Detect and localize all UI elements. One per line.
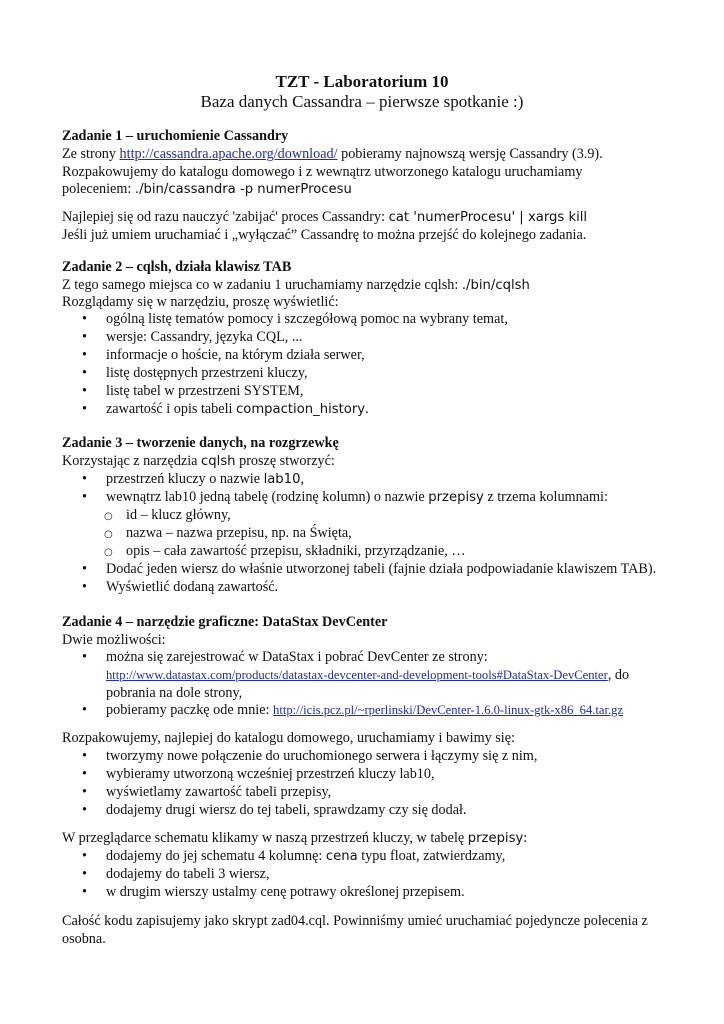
task2-line2: Rozglądamy się w narzędziu, proszę wyświetlić: — [62, 294, 339, 310]
task1-line2: Rozpakowujemy do katalogu domowego i z wewnątrz utworzonego katalogu uruchamiamy — [62, 164, 583, 180]
task3-subitem-1: ○ id – klucz główny, — [104, 507, 231, 523]
task3-line1: Korzystając z narzędzia cqlsh proszę stworzyć: — [62, 453, 335, 469]
task4-step-2: • wybieramy utworzoną wcześniej przestrzeń kluczy lab10, — [82, 766, 435, 782]
task1-line3: poleceniem: ./bin/cassandra -p numerProcesu — [62, 181, 352, 197]
task2-heading: Zadanie 2 – cqlsh, działa klawisz TAB — [62, 259, 292, 275]
task3-subitem-2: ○ nazwa – nazwa przepisu, np. na Święta, — [104, 525, 352, 541]
task4-schema-1: • dodajemy do jej schematu 4 kolumnę: cena typu float, zatwierdzamy, — [82, 848, 506, 864]
task3-item-4: • Wyświetlić dodaną zawartość. — [82, 579, 279, 595]
datastax-devcenter-link[interactable]: http://www.datastax.com/products/datastax-devcenter-and-development-tools#DataStax-DevCenter — [106, 668, 608, 682]
task4-line2: Rozpakowujemy, najlepiej do katalogu domowego, uruchamiamy i bawimy się: — [62, 730, 515, 746]
task4-item-1-cont: pobrania na dole strony, — [106, 685, 243, 701]
task4-line1: Dwie możliwości: — [62, 632, 166, 648]
task2-item-4: • listę dostępnych przestrzeni kluczy, — [82, 365, 308, 381]
task3-heading: Zadanie 3 – tworzenie danych, na rozgrzewkę — [62, 435, 339, 451]
task4-line4: Całość kodu zapisujemy jako skrypt zad04.cql. Powinniśmy umieć uruchamiać pojedyncze polecenia z — [62, 913, 648, 929]
task1-line4: Najlepiej się od razu nauczyć 'zabijać' proces Cassandry: cat 'numerProcesu' | xargs kill — [62, 209, 588, 225]
task3-subitem-3: ○ opis – cała zawartość przepisu, składniki, przyrządzanie, … — [104, 543, 466, 559]
cassandra-start-command: ./bin/cassandra -p numerProcesu — [134, 182, 352, 197]
task4-step-4: • dodajemy drugi wiersz do tej tabeli, sprawdzamy czy się dodał. — [82, 802, 467, 818]
task4-schema-3: • w drugim wierszy ustalmy cenę potrawy określonej przepisem. — [82, 884, 465, 900]
doc-subtitle: Baza danych Cassandra – pierwsze spotkanie :) — [200, 92, 524, 111]
task4-item-1-link-line: http://www.datastax.com/products/datastax-devcenter-and-development-tools#DataStax-DevCenter, do — [106, 667, 630, 683]
task2-item-1: • ogólną listę tematów pomocy i szczegółową pomoc na wybrany temat, — [82, 311, 508, 327]
task4-step-3: • wyświetlamy zawartość tabeli przepisy, — [82, 784, 332, 800]
kill-command: cat 'numerProcesu' | xargs kill — [388, 210, 588, 225]
task4-item-2: • pobieramy paczkę ode mnie: http://icis.pcz.pl/~rperlinski/DevCenter-1.6.0-linux-gtk-x86_64.tar.gz — [82, 702, 624, 718]
devcenter-package-link[interactable]: http://icis.pcz.pl/~rperlinski/DevCenter-1.6.0-linux-gtk-x86_64.tar.gz — [273, 703, 624, 717]
task4-line5: osobna. — [62, 931, 106, 947]
task1-line5: Jeśli już umiem uruchamiać i „wyłączać” Cassandrę to można przejść do kolejnego zadania. — [62, 227, 587, 243]
cassandra-download-link[interactable]: http://cassandra.apache.org/download/ — [119, 146, 338, 162]
task4-heading: Zadanie 4 – narzędzie graficzne: DataStax DevCenter — [62, 614, 388, 630]
task2-line1: Z tego samego miejsca co w zadaniu 1 uruchamiamy narzędzie cqlsh: ./bin/cqlsh — [62, 277, 530, 293]
task3-item-1: • przestrzeń kluczy o nazwie lab10, — [82, 471, 305, 487]
task1-line1: Ze strony http://cassandra.apache.org/download/ pobieramy najnowszą wersję Cassandry (3.9). — [62, 146, 603, 162]
task2-item-6: • zawartość i opis tabeli compaction_history. — [82, 401, 369, 417]
task1-heading: Zadanie 1 – uruchomienie Cassandry — [62, 128, 289, 144]
task2-item-2: • wersje: Cassandry, języka CQL, ... — [82, 329, 303, 345]
doc-title: TZT - Laboratorium 10 — [275, 72, 449, 91]
task2-item-5: • listę tabel w przestrzeni SYSTEM, — [82, 383, 304, 399]
task3-item-2: • wewnątrz lab10 jedną tabelę (rodzinę kolumn) o nazwie przepisy z trzema kolumnami: — [82, 489, 608, 505]
cqlsh-command: ./bin/cqlsh — [461, 278, 530, 293]
task4-item-1: • można się zarejestrować w DataStax i pobrać DevCenter ze strony: — [82, 649, 488, 665]
task4-step-1: • tworzymy nowe połączenie do uruchomionego serwera i łączymy się z nim, — [82, 748, 538, 764]
task4-line3: W przeglądarce schematu klikamy w naszą przestrzeń kluczy, w tabelę przepisy: — [62, 830, 528, 846]
task4-schema-2: • dodajemy do tabeli 3 wiersz, — [82, 866, 270, 882]
task3-item-3: • Dodać jeden wiersz do właśnie utworzonej tabeli (fajnie działa podpowiadanie klawiszem TAB). — [82, 561, 657, 577]
task2-item-3: • informacje o hoście, na którym działa serwer, — [82, 347, 365, 363]
